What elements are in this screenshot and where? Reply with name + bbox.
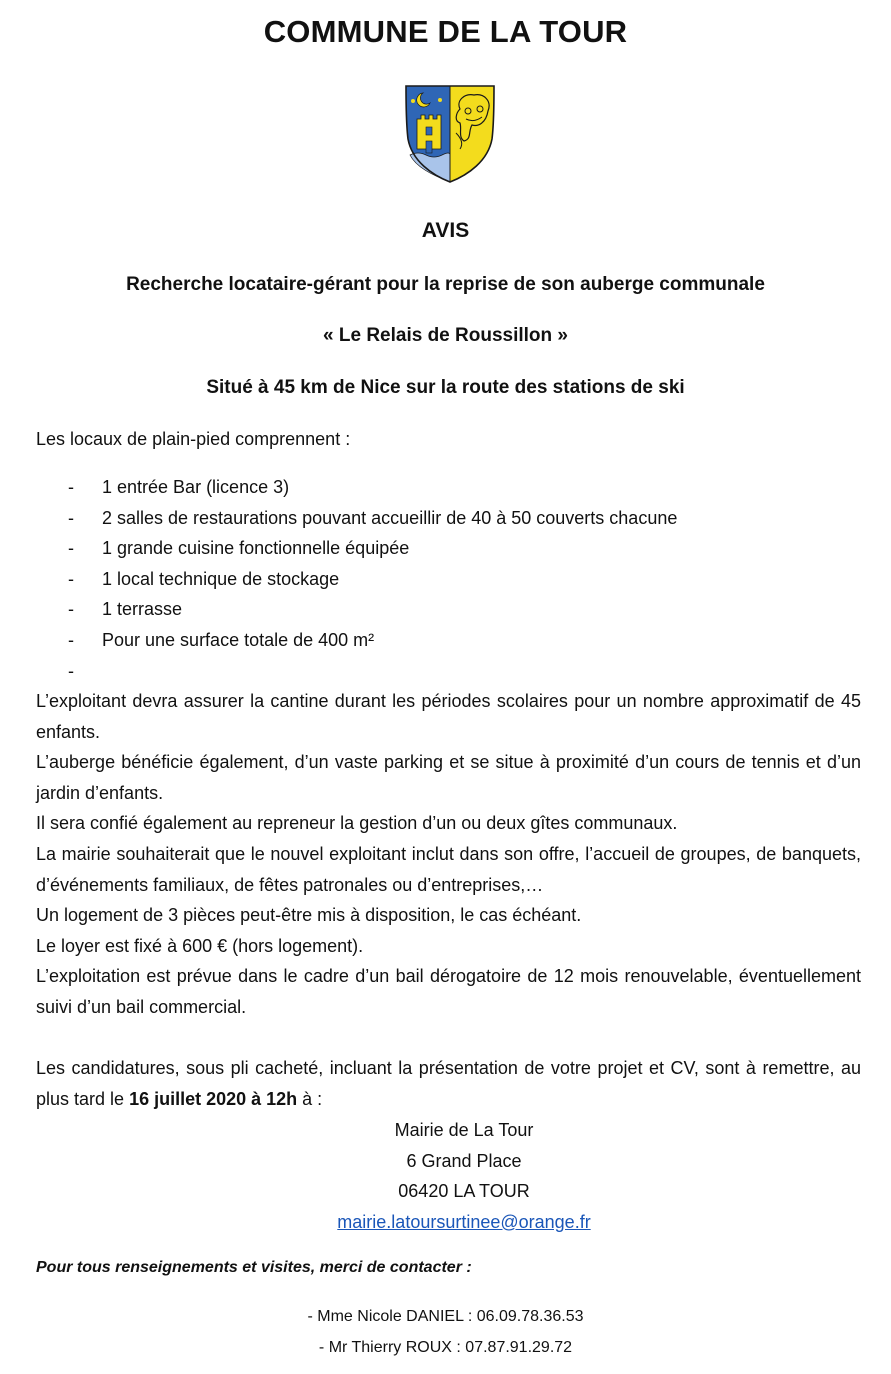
inn-location: Situé à 45 km de Nice sur la route des stations de ski xyxy=(206,377,685,398)
application-text xyxy=(36,1053,861,1114)
list-item-text: 1 grande cuisine fonctionnelle équipée xyxy=(102,538,410,559)
list-bullet: - xyxy=(68,538,74,559)
contact-list xyxy=(0,1302,891,1363)
list-bullet: - xyxy=(68,568,74,589)
application-text-before: Les candidatures, sous pli cacheté, incluant la présentation de votre projet et CV, sont à remettre, au plus tard le xyxy=(36,1058,861,1109)
paragraph: L’auberge bénéficie également, d’un vaste parking et se situe à proximité d’un cours de tennis et d’un jardin d’enfants. xyxy=(36,752,861,803)
list-item xyxy=(36,625,861,656)
paragraph: Il sera confié également au repreneur la gestion d’un ou deux gîtes communaux. xyxy=(36,813,678,834)
list-item-text: 2 salles de restaurations pouvant accueillir de 40 à 50 couverts chacune xyxy=(102,507,678,528)
contact-person: - Mr Thierry ROUX : 07.87.91.29.72 xyxy=(318,1338,573,1356)
list-item xyxy=(36,564,861,595)
page-title: COMMUNE DE LA TOUR xyxy=(263,14,628,49)
list-item-text: 1 entrée Bar (licence 3) xyxy=(102,477,290,497)
paragraph: L’exploitant devra assurer la cantine durant les périodes scolaires pour un nombre approximatif de 45 enfants. xyxy=(36,691,861,742)
address-line: 6 Grand Place xyxy=(406,1150,522,1171)
contact-person: - Mme Nicole DANIEL : 06.09.78.36.53 xyxy=(307,1308,584,1325)
list-bullet: - xyxy=(68,629,74,650)
application-text-after: à : xyxy=(297,1088,323,1109)
list-bullet: - xyxy=(68,477,74,497)
email-link[interactable]: mairie.latoursurtinee@orange.fr xyxy=(337,1211,591,1232)
list-bullet: - xyxy=(68,507,74,528)
application-deadline: 16 juillet 2020 à 12h xyxy=(129,1088,298,1109)
list-item xyxy=(36,594,861,625)
paragraph: Un logement de 3 pièces peut-être mis à disposition, le cas échéant. xyxy=(36,905,582,926)
list-bullet: - xyxy=(68,660,74,681)
address-line: Mairie de La Tour xyxy=(394,1120,534,1140)
paragraph: Le loyer est fixé à 600 € (hors logement). xyxy=(36,935,364,956)
mairie-address xyxy=(0,1115,891,1237)
inn-name: « Le Relais de Roussillon » xyxy=(323,325,568,346)
details-section xyxy=(36,686,861,1023)
paragraph: La mairie souhaiterait que le nouvel exploitant inclut dans son offre, l’accueil de groupes, de banquets, d’événements familiaux, de fêtes patronales ou d’entreprises,… xyxy=(36,843,861,895)
list-item xyxy=(36,533,861,564)
premises-list xyxy=(36,472,861,686)
list-item xyxy=(36,503,861,534)
list-bullet: - xyxy=(68,599,74,620)
contact-intro: Pour tous renseignements et visites, merci de contacter : xyxy=(36,1259,472,1276)
list-item-text: Pour une surface totale de 400 m² xyxy=(102,629,375,650)
notice-label: AVIS xyxy=(421,219,470,242)
application-section xyxy=(36,1053,861,1114)
list-item xyxy=(36,472,861,503)
premises-intro: Les locaux de plain-pied comprennent : xyxy=(36,429,351,449)
notice-subject: Recherche locataire-gérant pour la reprise de son auberge communale xyxy=(126,274,765,295)
list-item xyxy=(36,656,861,687)
list-item-text: 1 local technique de stockage xyxy=(102,568,340,589)
coat-of-arms-icon xyxy=(402,83,498,185)
list-item-text: 1 terrasse xyxy=(102,599,183,620)
address-line: 06420 LA TOUR xyxy=(398,1181,530,1202)
paragraph: L’exploitation est prévue dans le cadre d’un bail dérogatoire de 12 mois renouvelable, éventuellement suivi d’un bail commercial. xyxy=(36,966,861,1017)
